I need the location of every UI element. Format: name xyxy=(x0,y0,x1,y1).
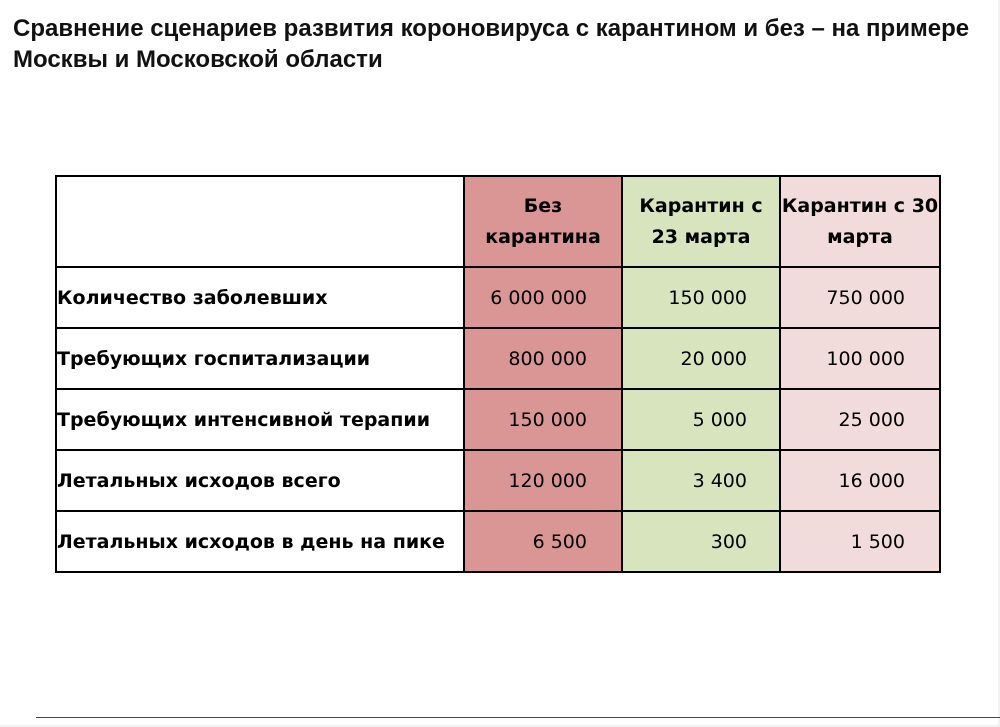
cell-quarantine-march-30: 1 500 xyxy=(780,511,940,572)
row-label: Количество заболевших xyxy=(56,267,464,328)
row-label: Требующих интенсивной терапии xyxy=(56,389,464,450)
cell-no-quarantine: 6 000 000 xyxy=(464,267,622,328)
cell-no-quarantine: 800 000 xyxy=(464,328,622,389)
header-no-quarantine: Без карантина xyxy=(464,176,622,267)
table-row xyxy=(56,267,940,328)
cell-no-quarantine: 120 000 xyxy=(464,450,622,511)
table-row xyxy=(56,450,940,511)
cell-quarantine-march-23: 3 400 xyxy=(622,450,780,511)
header-quarantine-march-30: Карантин с 30 марта xyxy=(780,176,940,267)
table-row xyxy=(56,328,940,389)
header-quarantine-march-23: Карантин с 23 марта xyxy=(622,176,780,267)
cell-no-quarantine: 150 000 xyxy=(464,389,622,450)
table-row xyxy=(56,389,940,450)
cell-quarantine-march-30: 16 000 xyxy=(780,450,940,511)
comparison-table xyxy=(55,175,941,573)
row-label: Летальных исходов всего xyxy=(56,450,464,511)
header-empty-cell xyxy=(56,176,464,267)
cell-quarantine-march-23: 20 000 xyxy=(622,328,780,389)
slide-title: Сравнение сценариев развития короновируса с карантином и без – на примере Москвы и Московской области xyxy=(13,15,970,73)
cell-quarantine-march-23: 300 xyxy=(622,511,780,572)
row-label: Требующих госпитализации xyxy=(56,328,464,389)
footer-divider xyxy=(36,717,1000,718)
cell-quarantine-march-30: 25 000 xyxy=(780,389,940,450)
table-header-row xyxy=(56,176,940,267)
cell-quarantine-march-30: 750 000 xyxy=(780,267,940,328)
cell-quarantine-march-30: 100 000 xyxy=(780,328,940,389)
row-label: Летальных исходов в день на пике xyxy=(56,511,464,572)
table-row xyxy=(56,511,940,572)
cell-quarantine-march-23: 5 000 xyxy=(622,389,780,450)
cell-quarantine-march-23: 150 000 xyxy=(622,267,780,328)
cell-no-quarantine: 6 500 xyxy=(464,511,622,572)
